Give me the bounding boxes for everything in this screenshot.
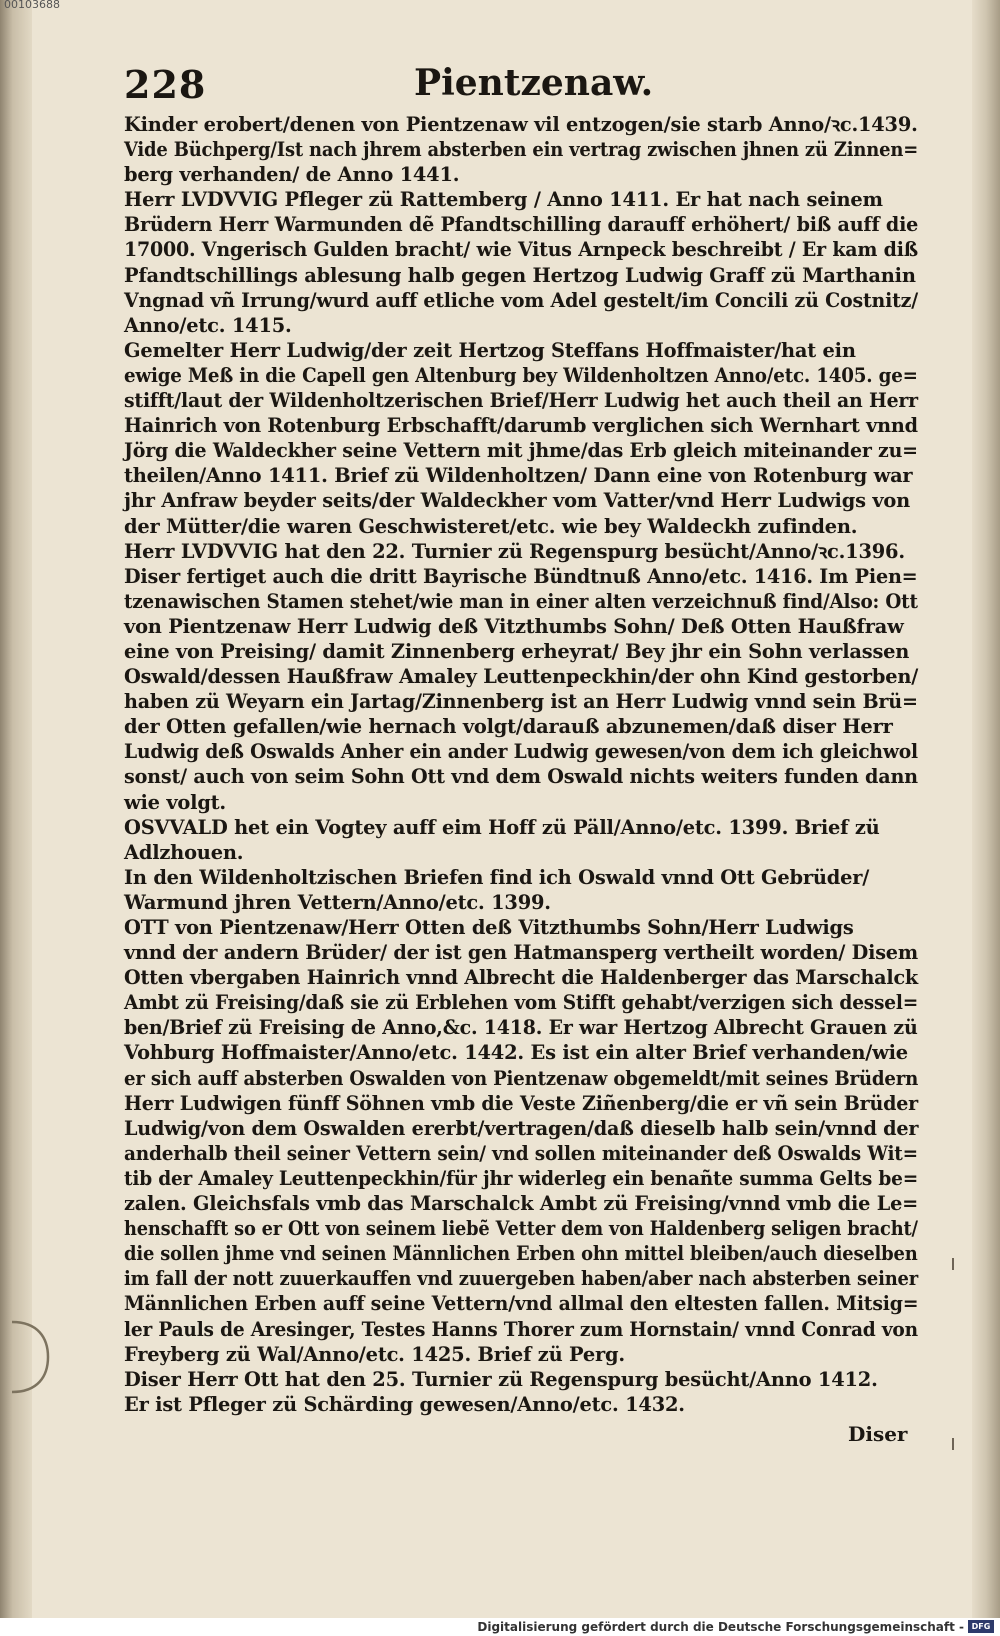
text-line: Diser fertiget auch die dritt Bayrische Bündtnuß Anno/etc. 1416. Im Pien= bbox=[124, 564, 918, 588]
text-line: ler Pauls de Aresinger, Testes Hanns Thorer zum Hornstain/ vnnd Conrad von bbox=[124, 1317, 918, 1341]
text-line: theilen/Anno 1411. Brief zü Wildenholtzen/ Dann eine von Rotenburg war bbox=[124, 464, 913, 488]
text-line: anderhalb theil seiner Vettern sein/ vnd sollen miteinander deß Oswalds Wit= bbox=[124, 1141, 918, 1165]
footer-bar bbox=[0, 1618, 1000, 1636]
text-line: Adlzhouen. bbox=[124, 840, 244, 864]
text-line: tzenawischen Stamen stehet/wie man in einer alten verzeichnuß find/Also: Ott bbox=[124, 589, 918, 613]
page-fore-edge bbox=[972, 0, 1000, 1636]
text-line: Kinder erobert/denen von Pientzenaw vil entzogen/sie starb Anno/ꝛc.1439. bbox=[124, 113, 918, 136]
text-line: Herr Ludwigen fünff Söhnen vmb die Veste Ziñenberg/die er vñ sein Brüder bbox=[124, 1091, 919, 1115]
text-line: Er ist Pfleger zü Schärding gewesen/Anno/etc. 1432. bbox=[124, 1392, 685, 1416]
text-line: ben/Brief zü Freising de Anno,&c. 1418. Er war Hertzog Albrecht Grauen zü bbox=[124, 1016, 918, 1040]
text-line: der Mütter/die waren Geschwisteret/etc. wie bey Waldeckh zufinden. bbox=[124, 514, 858, 538]
text-line: er sich auff absterben Oswalden von Pientzenaw obgemeldt/mit seines Brüdern bbox=[124, 1066, 919, 1090]
text-line: Herr LVDVVIG Pfleger zü Rattemberg / Anno 1411. Er hat nach seinem bbox=[124, 188, 883, 212]
text-line: Pfandtschillings ablesung halb gegen Hertzog Ludwig Graff zü Marthanin bbox=[124, 263, 916, 287]
catchword: Diser bbox=[848, 1422, 908, 1446]
text-line: Freyberg zü Wal/Anno/etc. 1425. Brief zü Perg. bbox=[124, 1342, 625, 1366]
bookmark-clip-icon bbox=[8, 1320, 52, 1394]
text-line: Herr LVDVVIG hat den 22. Turnier zü Regenspurg besücht/Anno/ꝛc.1396. bbox=[124, 539, 905, 563]
dfg-logo-icon: DFG bbox=[968, 1620, 994, 1633]
text-line: eine von Preising/ damit Zinnenberg erheyrat/ Bey jhr ein Sohn verlassen bbox=[124, 639, 910, 663]
margin-tick bbox=[952, 1258, 954, 1270]
text-line: 17000. Vngerisch Gulden bracht/ wie Vitus Arnpeck beschreibt / Er kam diß bbox=[124, 238, 918, 262]
text-line: henschafft so er Ott von seinem liebẽ Vetter dem von Haldenberg seligen bracht/ bbox=[124, 1217, 918, 1241]
text-line: wie volgt. bbox=[124, 790, 226, 814]
text-line: Diser Herr Ott hat den 25. Turnier zü Regenspurg besücht/Anno 1412. bbox=[124, 1367, 878, 1391]
text-line: Hainrich von Rotenburg Erbschafft/darumb verglichen sich Wernhart vnnd bbox=[124, 414, 918, 438]
text-line: In den Wildenholtzischen Briefen find ich Oswald vnnd Ott Gebrüder/ bbox=[124, 865, 870, 889]
text-line: Vohburg Hoffmaister/Anno/etc. 1442. Es ist ein alter Brief verhanden/wie bbox=[124, 1041, 908, 1065]
text-line: Ambt zü Freising/daß sie zü Erblehen vom Stifft gehabt/verzigen sich dessel= bbox=[124, 991, 919, 1015]
running-head: Pientzenaw. bbox=[414, 62, 654, 104]
text-line: der Otten gefallen/wie hernach volgt/darauß abzunemen/daß diser Herr bbox=[124, 715, 893, 739]
text-line: Oswald/dessen Haußfraw Amaley Leuttenpeckhin/der ohn Kind gestorben/ bbox=[124, 665, 919, 689]
text-line: zalen. Gleichsfals vmb das Marschalck Ambt zü Freising/vnnd vmb die Le= bbox=[124, 1192, 919, 1216]
text-line: ewige Meß in die Capell gen Altenburg bey Wildenholtzen Anno/etc. 1405. ge= bbox=[124, 363, 918, 387]
footer-credit: Digitalisierung gefördert durch die Deutsche Forschungsgemeinschaft - bbox=[477, 1620, 964, 1634]
page-header bbox=[124, 62, 920, 112]
page-number: 228 bbox=[124, 62, 207, 107]
text-line: OSVVALD het ein Vogtey auff eim Hoff zü Päll/Anno/etc. 1399. Brief zü bbox=[124, 815, 880, 839]
text-line: Brüdern Herr Warmunden dẽ Pfandtschilling darauff erhöhert/ biß auff die bbox=[124, 213, 919, 237]
text-line: berg verhanden/ de Anno 1441. bbox=[124, 163, 460, 187]
text-line: von Pientzenaw Herr Ludwig deß Vitzthumbs Sohn/ Deß Otten Haußfraw bbox=[124, 614, 904, 638]
text-line: haben zü Weyarn ein Jartag/Zinnenberg ist an Herr Ludwig vnnd sein Brü= bbox=[124, 690, 918, 714]
text-line: Vide Büchperg/Ist nach jhrem absterben ein vertrag zwischen jhnen zü Zinnen= bbox=[124, 138, 919, 162]
text-line: Jörg die Waldeckher seine Vettern mit jhme/das Erb gleich miteinander zu= bbox=[124, 439, 918, 463]
scan-id: 00103688 bbox=[4, 0, 60, 11]
text-line: OTT von Pientzenaw/Herr Otten deß Vitzthumbs Sohn/Herr Ludwigs bbox=[124, 916, 854, 939]
text-line: stifft/laut der Wildenholtzerischen Brief/Herr Ludwig het auch theil an Herr bbox=[124, 389, 918, 413]
text-line: Warmund jhren Vettern/Anno/etc. 1399. bbox=[124, 890, 551, 914]
text-line: Otten vbergaben Hainrich vnnd Albrecht die Haldenberger das Marschalck bbox=[124, 966, 918, 990]
text-line: die sollen jhme vnd seinen Männlichen Erben ohn mittel bleiben/auch dieselben bbox=[124, 1242, 918, 1266]
margin-tick bbox=[952, 1438, 954, 1450]
text-line: Ludwig/von dem Oswalden ererbt/vertragen/daß dieselb halb sein/vnnd der bbox=[124, 1116, 919, 1140]
text-line: vnnd der andern Brüder/ der ist gen Hatmansperg vertheilt worden/ Disem bbox=[124, 941, 918, 965]
text-line: Ludwig deß Oswalds Anher ein ander Ludwig gewesen/von dem ich gleichwol bbox=[124, 740, 918, 764]
text-line: Vngnad vñ Irrung/wurd auff etliche vom Adel gestelt/im Concili zü Costnitz/ bbox=[124, 288, 918, 312]
body-text bbox=[124, 112, 918, 1417]
text-line: sonst/ auch von seim Sohn Ott vnd dem Oswald nichts weiters funden dann bbox=[124, 765, 918, 789]
text-line: jhr Anfraw beyder seits/der Waldeckher vom Vatter/vnd Herr Ludwigs von bbox=[124, 489, 911, 513]
text-line: Gemelter Herr Ludwig/der zeit Hertzog Steffans Hoffmaister/hat ein bbox=[124, 338, 856, 362]
text-line: im fall der nott zuuerkauffen vnd zuuergeben haben/aber nach absterben seiner bbox=[124, 1267, 919, 1291]
text-line: Männlichen Erben auff seine Vettern/vnd allmal den eltesten fallen. Mitsig= bbox=[124, 1292, 919, 1316]
text-line: tib der Amaley Leuttenpeckhin/für jhr widerleg ein benañte summa Gelts be= bbox=[124, 1166, 919, 1190]
text-line: Anno/etc. 1415. bbox=[124, 313, 292, 337]
